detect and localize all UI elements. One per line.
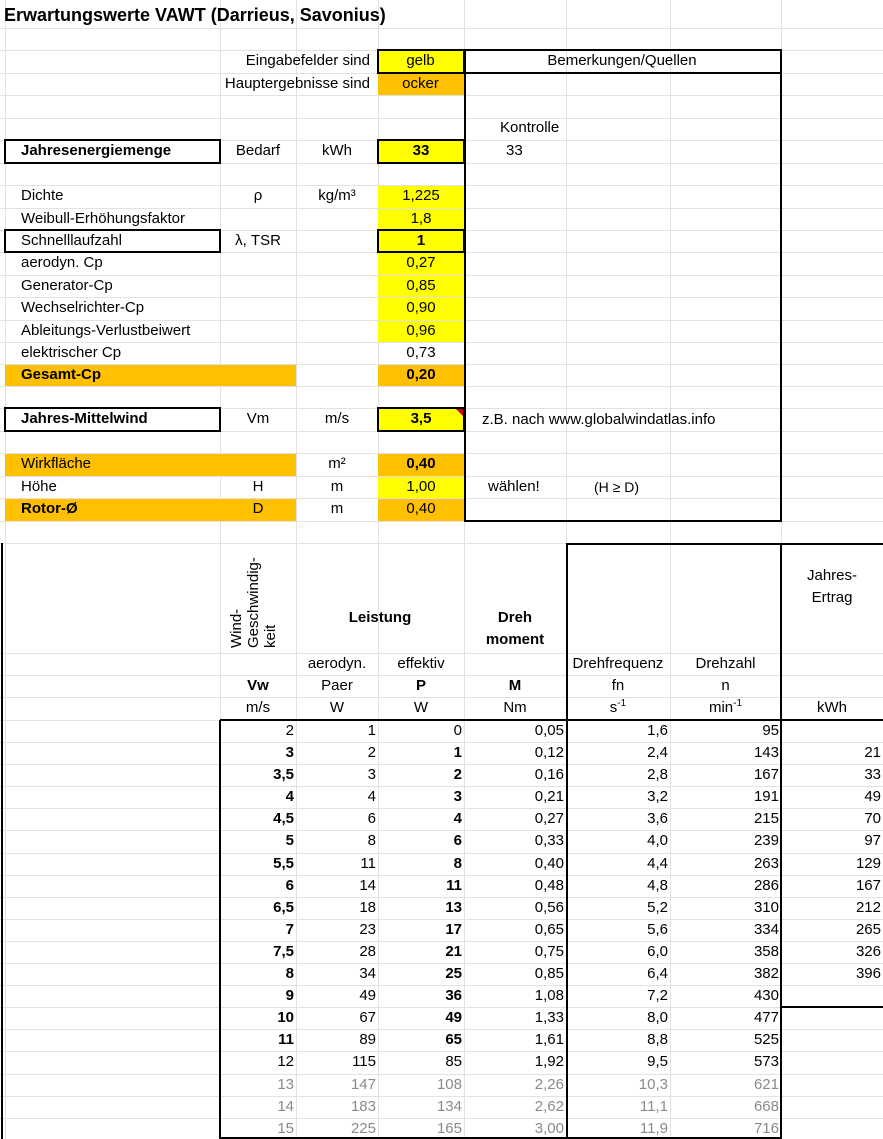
table-cell-fn[interactable]: 10,3 [638, 1076, 668, 1093]
table-cell-fn[interactable]: 8,0 [647, 1009, 668, 1026]
unit-header: Nm [503, 699, 527, 716]
gridline-row [0, 95, 883, 96]
table-cell-p[interactable]: 25 [445, 965, 462, 982]
table-cell-n[interactable]: 477 [753, 1009, 779, 1026]
table-cell-p[interactable]: 4 [453, 810, 462, 827]
table-col-border [566, 543, 568, 1139]
table-cell-p[interactable]: 8 [453, 855, 462, 872]
remarks-header: Bemerkungen/Quellen [547, 52, 697, 69]
param-value-elektrischer-cp[interactable]: 0,73 [406, 344, 436, 361]
sub-header: aerodyn. [307, 655, 367, 672]
unit-header: W [413, 699, 429, 716]
table-cell-p[interactable]: 36 [445, 987, 462, 1004]
param-symbol: D [252, 500, 264, 517]
table-cell-paer[interactable]: 3 [367, 766, 376, 783]
table-cell-n[interactable]: 239 [753, 832, 779, 849]
unit-header: W [329, 699, 345, 716]
table-cell-n[interactable]: 573 [753, 1053, 779, 1070]
kontrolle-label: Kontrolle [500, 119, 560, 136]
table-cell-p[interactable]: 65 [445, 1031, 462, 1048]
table-cell-p[interactable]: 2 [453, 766, 462, 783]
table-cell-paer[interactable]: 8 [367, 832, 376, 849]
table-cell-kwh[interactable]: 21 [864, 744, 881, 761]
table-cell-m[interactable]: 0,75 [534, 943, 564, 960]
torque-header: Dreh [497, 609, 533, 626]
param-value-jahres-mittelwind[interactable]: 3,5 [410, 410, 432, 427]
param-label: Jahresenergiemenge [21, 142, 172, 159]
param-symbol: Bedarf [235, 142, 281, 159]
table-cell-n[interactable]: 334 [753, 921, 779, 938]
param-label: Schnelllaufzahl [21, 232, 122, 249]
table-cell-kwh[interactable]: 129 [855, 855, 881, 872]
table-cell-n[interactable]: 191 [753, 788, 779, 805]
unit-header: $\min^{-1}$ [708, 698, 743, 716]
table-cell-n[interactable]: 95 [762, 722, 779, 739]
wind-speed-header: keit [262, 624, 279, 648]
table-cell-kwh[interactable]: 212 [855, 899, 881, 916]
param-label: Rotor-Ø [21, 500, 78, 517]
table-cell-n[interactable]: 430 [753, 987, 779, 1004]
table-col-border [219, 720, 221, 1139]
table-cell-vw[interactable]: 7,5 [273, 943, 294, 960]
table-cell-vw[interactable]: 13 [277, 1076, 294, 1093]
table-col-border [780, 543, 782, 1139]
table-cell-vw[interactable]: 6 [285, 877, 294, 894]
param-label: aerodyn. Cp [21, 254, 103, 271]
param-value-weibull-erhöhungsfaktor[interactable]: 1,8 [410, 210, 432, 227]
table-cell-paer[interactable]: 14 [359, 877, 376, 894]
table-cell-fn[interactable]: 3,2 [647, 788, 668, 805]
table-cell-m[interactable]: 3,00 [534, 1120, 564, 1137]
table-cell-m[interactable]: 0,85 [534, 965, 564, 982]
table-cell-fn[interactable]: 9,5 [647, 1053, 668, 1070]
param-label: Jahres-Mittelwind [21, 410, 148, 427]
hoehe-condition[interactable]: (H ≥ D) [594, 479, 640, 495]
gridline-row [0, 28, 883, 29]
param-label: elektrischer Cp [21, 344, 122, 361]
table-cell-kwh[interactable]: 70 [864, 810, 881, 827]
table-cell-fn[interactable]: 1,6 [647, 722, 668, 739]
param-label: Dichte [21, 187, 64, 204]
param-label: Ableitungs-Verlustbeiwert [21, 322, 191, 339]
table-cell-paer[interactable]: 147 [350, 1076, 376, 1093]
table-cell-paer[interactable]: 89 [359, 1031, 376, 1048]
param-value-ableitungs-verlustbeiwert[interactable]: 0,96 [406, 322, 436, 339]
table-cell-p[interactable]: 1 [453, 744, 462, 761]
table-cell-n[interactable]: 358 [753, 943, 779, 960]
table-cell-fn[interactable]: 11,1 [639, 1098, 668, 1115]
table-cell-fn[interactable]: 5,6 [647, 921, 668, 938]
table-cell-p[interactable]: 11 [446, 877, 462, 894]
table-left-border [1, 543, 3, 1139]
comment-indicator-icon[interactable] [456, 409, 463, 416]
table-cell-m[interactable]: 0,65 [534, 921, 564, 938]
kontrolle-value[interactable]: 33 [506, 142, 523, 159]
sub-header: Drehzahl [695, 655, 756, 672]
table-cell-vw[interactable]: 8 [285, 965, 294, 982]
gridline-col [5, 0, 6, 1139]
table-cell-p[interactable]: 21 [445, 943, 462, 960]
legend-result-label: Hauptergebnisse sind [224, 75, 370, 92]
table-cell-vw[interactable]: 9 [285, 987, 294, 1004]
param-unit: m/s [324, 410, 350, 427]
remarks-bottom-border [464, 520, 782, 522]
table-cell-paer[interactable]: 67 [359, 1009, 376, 1026]
param-unit: m² [328, 455, 346, 472]
gridline-col [296, 0, 297, 1139]
table-cell-fn[interactable]: 4,4 [647, 855, 668, 872]
symbol-header: n [721, 677, 730, 694]
wind-source-remark[interactable]: z.B. nach www.globalwindatlas.info [482, 411, 716, 428]
table-cell-n[interactable]: 310 [753, 899, 779, 916]
table-cell-m[interactable]: 2,62 [534, 1098, 564, 1115]
power-header: Leistung [348, 609, 412, 626]
param-value-generator-cp[interactable]: 0,85 [406, 277, 436, 294]
table-cell-n[interactable]: 286 [753, 877, 779, 894]
table-cell-p[interactable]: 49 [445, 1009, 462, 1026]
param-value-rotor-[interactable]: 0,40 [406, 500, 436, 517]
table-cell-paer[interactable]: 225 [350, 1120, 376, 1137]
table-cell-n[interactable]: 263 [753, 855, 779, 872]
unit-header: $s^{-1}$ [609, 698, 627, 716]
table-cell-p[interactable]: 13 [445, 899, 462, 916]
table-cell-n[interactable]: 167 [753, 766, 779, 783]
table-cell-m[interactable]: 1,08 [534, 987, 564, 1004]
param-unit: kWh [322, 142, 352, 159]
table-cell-vw[interactable]: 4,5 [273, 810, 294, 827]
sheet-title: Erwartungswerte VAWT (Darrieus, Savonius) [4, 5, 386, 25]
table-cell-m[interactable]: 0,21 [534, 788, 564, 805]
table-cell-paer[interactable]: 49 [359, 987, 376, 1004]
table-cell-vw[interactable]: 2 [285, 722, 294, 739]
table-cell-n[interactable]: 143 [753, 744, 779, 761]
table-cell-vw[interactable]: 14 [277, 1098, 294, 1115]
table-cell-p[interactable]: 0 [453, 722, 462, 739]
table-cell-m[interactable]: 0,40 [534, 855, 564, 872]
table-cell-paer[interactable]: 6 [367, 810, 376, 827]
table-cell-vw[interactable]: 5,5 [273, 855, 294, 872]
table-cell-fn[interactable]: 3,6 [647, 810, 668, 827]
table-cell-vw[interactable]: 6,5 [273, 899, 294, 916]
table-cell-p[interactable]: 134 [436, 1098, 462, 1115]
param-symbol: λ, TSR [235, 232, 281, 249]
table-cell-m[interactable]: 1,92 [534, 1053, 564, 1070]
param-value-schnelllaufzahl[interactable]: 1 [416, 232, 426, 249]
param-label: Generator-Cp [21, 277, 113, 294]
table-cell-n[interactable]: 525 [753, 1031, 779, 1048]
param-value-wechselrichter-cp[interactable]: 0,90 [406, 299, 436, 316]
symbol-header: M [508, 677, 522, 694]
legend-input-value[interactable]: gelb [406, 52, 435, 69]
table-cell-vw[interactable]: 4 [285, 788, 294, 805]
param-symbol: ρ [253, 187, 263, 204]
table-cell-m[interactable]: 0,05 [534, 722, 564, 739]
param-unit: m [330, 478, 344, 495]
table-cell-n[interactable]: 215 [753, 810, 779, 827]
table-cell-m[interactable]: 1,33 [534, 1009, 564, 1026]
table-cell-paer[interactable]: 28 [359, 943, 376, 960]
unit-header: m/s [245, 699, 271, 716]
table-cell-n[interactable]: 382 [753, 965, 779, 982]
table-cell-kwh[interactable]: 167 [855, 877, 881, 894]
table-cell-p[interactable]: 165 [436, 1120, 462, 1137]
param-label: Gesamt-Cp [21, 366, 102, 383]
legend-result-value[interactable]: ocker [402, 75, 439, 92]
table-cell-n[interactable]: 668 [753, 1098, 779, 1115]
table-cell-m[interactable]: 0,16 [534, 766, 564, 783]
annual-yield-header: Jahres- [806, 567, 858, 584]
table-cell-vw[interactable]: 5 [285, 832, 294, 849]
table-cell-paer[interactable]: 4 [367, 788, 376, 805]
hoehe-note[interactable]: wählen! [488, 478, 540, 495]
wind-speed-header: Geschwindig- [245, 557, 262, 648]
param-value-aerodyn-cp[interactable]: 0,27 [406, 254, 436, 271]
table-cell-n[interactable]: 716 [753, 1120, 779, 1137]
table-header-bottom [781, 719, 883, 721]
table-cell-vw[interactable]: 12 [277, 1053, 294, 1070]
wind-speed-header: Wind- [228, 608, 245, 648]
legend-input-label: Eingabefelder sind [245, 52, 370, 69]
table-cell-kwh[interactable]: 396 [855, 965, 881, 982]
table-cell-paer[interactable]: 2 [367, 744, 376, 761]
table-cell-fn[interactable]: 6,4 [647, 965, 668, 982]
table-cell-paer[interactable]: 1 [367, 722, 376, 739]
torque-header: moment [485, 631, 545, 648]
ertrag-bottom-border [781, 1006, 883, 1008]
param-label: Weibull-Erhöhungsfaktor [21, 210, 185, 227]
table-cell-paer[interactable]: 34 [359, 965, 376, 982]
table-cell-paer[interactable]: 11 [360, 855, 376, 872]
table-cell-vw[interactable]: 15 [277, 1120, 294, 1137]
table-cell-fn[interactable]: 8,8 [647, 1031, 668, 1048]
table-cell-m[interactable]: 0,33 [534, 832, 564, 849]
gridline-col [670, 0, 671, 1139]
table-cell-p[interactable]: 17 [445, 921, 462, 938]
param-value-jahresenergiemenge[interactable]: 33 [412, 142, 430, 159]
symbol-header: Paer [321, 677, 353, 694]
table-cell-kwh[interactable]: 49 [864, 788, 881, 805]
table-cell-fn[interactable]: 2,8 [647, 766, 668, 783]
table-cell-paer[interactable]: 115 [352, 1053, 376, 1070]
table-cell-m[interactable]: 1,61 [534, 1031, 564, 1048]
table-cell-m[interactable]: 0,48 [534, 877, 564, 894]
symbol-header: P [415, 677, 426, 694]
table-cell-paer[interactable]: 23 [359, 921, 376, 938]
symbol-header: fn [611, 677, 625, 694]
param-symbol: Vm [246, 410, 270, 427]
table-cell-vw[interactable]: 7 [285, 921, 294, 938]
table-cell-fn[interactable]: 4,0 [647, 832, 668, 849]
sub-header: Drehfrequenz [572, 655, 664, 672]
table-cell-fn[interactable]: 7,2 [647, 987, 668, 1004]
param-value-gesamt-cp[interactable]: 0,20 [406, 366, 436, 383]
table-cell-p[interactable]: 3 [453, 788, 462, 805]
param-label: Wechselrichter-Cp [21, 299, 145, 316]
table-cell-vw[interactable]: 3 [285, 744, 294, 761]
param-value-dichte[interactable]: 1,225 [402, 187, 440, 204]
table-cell-fn[interactable]: 6,0 [647, 943, 668, 960]
table-top-border [566, 543, 883, 545]
sub-header: effektiv [397, 655, 445, 672]
remarks-right-border [780, 73, 782, 521]
unit-header: kWh [817, 699, 847, 716]
table-cell-vw[interactable]: 11 [278, 1031, 294, 1048]
table-cell-p[interactable]: 85 [445, 1053, 462, 1070]
table-cell-kwh[interactable]: 33 [864, 766, 881, 783]
param-value-wirkfläche[interactable]: 0,40 [406, 455, 436, 472]
table-cell-m[interactable]: 0,12 [534, 744, 564, 761]
table-cell-m[interactable]: 0,27 [534, 810, 564, 827]
table-cell-p[interactable]: 108 [436, 1076, 462, 1093]
table-cell-fn[interactable]: 5,2 [647, 899, 668, 916]
gridline-row [0, 386, 883, 387]
param-value-höhe[interactable]: 1,00 [406, 478, 436, 495]
symbol-header: Vw [247, 677, 269, 694]
param-label: Höhe [21, 478, 57, 495]
table-cell-m[interactable]: 2,26 [534, 1076, 564, 1093]
table-cell-m[interactable]: 0,56 [534, 899, 564, 916]
param-symbol: H [252, 478, 264, 495]
gridline-row [0, 118, 883, 119]
table-cell-vw[interactable]: 10 [277, 1009, 294, 1026]
table-cell-vw[interactable]: 3,5 [273, 766, 294, 783]
annual-yield-header: Ertrag [811, 589, 853, 606]
table-cell-fn[interactable]: 11,9 [639, 1120, 668, 1137]
gridline-col [378, 0, 379, 1139]
table-cell-fn[interactable]: 4,8 [647, 877, 668, 894]
table-cell-paer[interactable]: 183 [350, 1098, 376, 1115]
table-cell-paer[interactable]: 18 [359, 899, 376, 916]
table-cell-kwh[interactable]: 265 [855, 921, 881, 938]
table-cell-fn[interactable]: 2,4 [647, 744, 668, 761]
table-cell-kwh[interactable]: 97 [864, 832, 881, 849]
param-unit: m [330, 500, 344, 517]
param-unit: kg/m³ [318, 187, 356, 204]
table-cell-p[interactable]: 6 [453, 832, 462, 849]
table-cell-kwh[interactable]: 326 [855, 943, 881, 960]
param-label: Wirkfläche [21, 455, 92, 472]
table-cell-n[interactable]: 621 [753, 1076, 779, 1093]
